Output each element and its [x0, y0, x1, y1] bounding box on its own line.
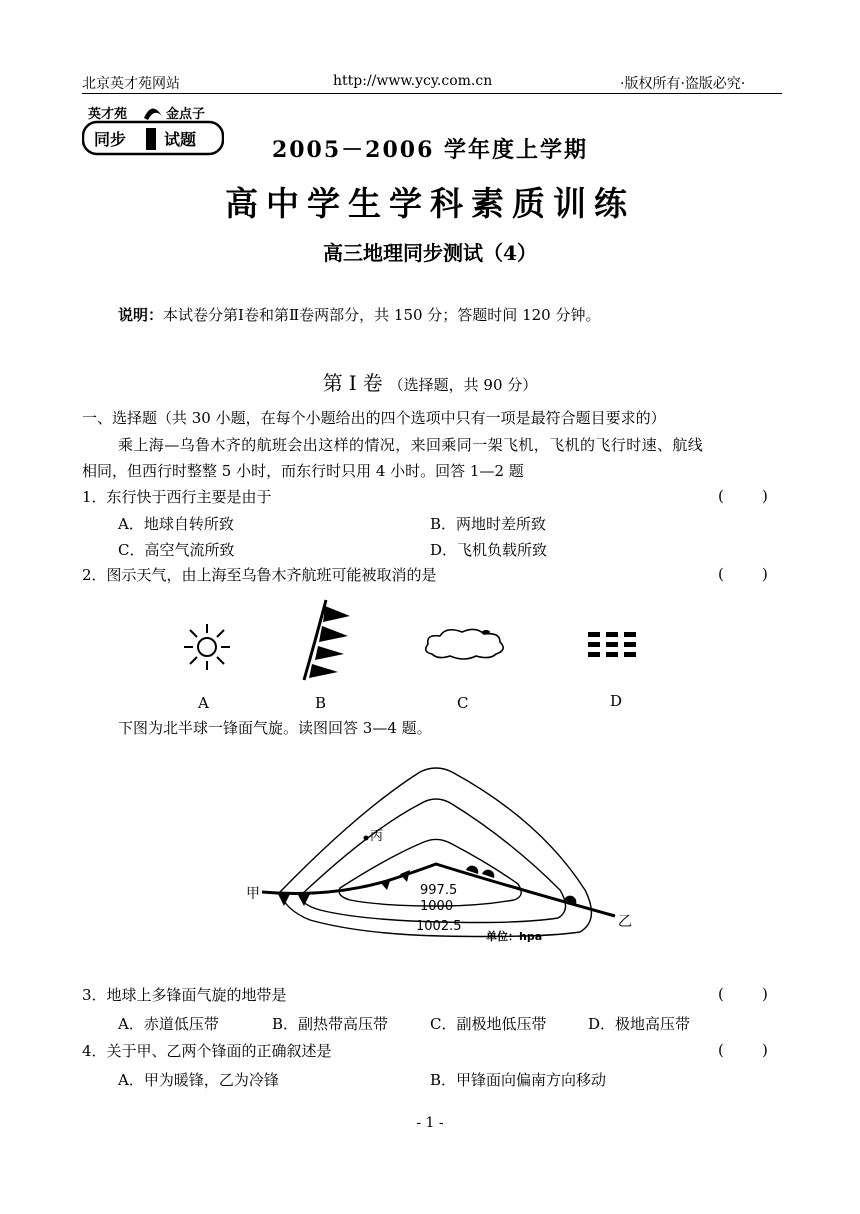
question-4-stem: 4．关于甲、乙两个锋面的正确叙述是	[82, 1042, 332, 1060]
question-3-option-b[interactable]: B．副热带高压带	[272, 1015, 389, 1033]
map-isobar-1000: 1000	[420, 899, 454, 914]
frontal-cyclone-map	[240, 760, 640, 950]
header-site-name: 北京英才苑网站	[82, 76, 180, 92]
map-isobar-1002: 1002.5	[416, 919, 462, 934]
question-2-answer-bracket[interactable]: ( )	[718, 565, 768, 583]
exam-note-text: 本试卷分第Ⅰ卷和第Ⅱ卷两部分，共 150 分；答题时间 120 分钟。	[163, 306, 601, 324]
header-url[interactable]: http://www.ycy.com.cn	[333, 73, 493, 89]
question-2-option-c[interactable]: C	[457, 694, 469, 712]
part1-heading: 一、选择题（共 30 小题，在每个小题给出的四个选项中只有一项是最符合题目要求的）	[82, 409, 666, 427]
question-2-option-a[interactable]: A	[198, 694, 209, 712]
logo-text-bottom-left: 同步	[94, 130, 127, 149]
title-year: 2005－2006 学年度上学期	[271, 137, 589, 163]
question-4-option-a[interactable]: A．甲为暖锋，乙为冷锋	[118, 1071, 279, 1089]
map-label-east: 乙	[618, 914, 632, 930]
question-4-answer-bracket[interactable]: ( )	[718, 1041, 768, 1059]
exam-note-label: 说明：	[118, 306, 164, 324]
title-main: 高中学生学科素质训练	[225, 184, 635, 223]
question-4-option-b[interactable]: B．甲锋面向偏南方向移动	[430, 1071, 607, 1089]
logo-text-bottom-right: 试题	[164, 130, 197, 149]
cold-front-icon	[298, 598, 358, 684]
map-label-point: 丙	[370, 829, 384, 844]
title-sub: 高三地理同步测试（4）	[323, 241, 537, 265]
question-1-stem: 1．东行快于西行主要是由于	[82, 488, 272, 506]
section-subtitle: （选择题，共 90 分）	[388, 376, 538, 394]
question-1-option-a[interactable]: A．地球自转所致	[118, 515, 234, 533]
question-1-option-b[interactable]: B．两地时差所致	[430, 515, 547, 533]
exam-note	[118, 304, 600, 325]
part1-intro-line2: 相同，但西行时整整 5 小时，而东行时只用 4 小时。回答 1—2 题	[82, 462, 524, 480]
fog-icon	[586, 630, 640, 660]
question-2-option-d[interactable]: D	[610, 692, 623, 710]
logo-text-top-left: 英才苑	[88, 107, 128, 122]
section-title: 第Ⅰ卷	[322, 371, 389, 395]
question-3-option-d[interactable]: D．极地高压带	[588, 1015, 691, 1033]
question-1-option-d[interactable]: D．飞机负载所致	[430, 541, 548, 559]
logo-text-top-right: 金点子	[166, 107, 206, 122]
map-label-west: 甲	[246, 886, 260, 902]
sun-icon	[180, 620, 234, 674]
question-2-stem: 2．图示天气，由上海至乌鲁木齐航班可能被取消的是	[82, 566, 437, 584]
figure-intro: 下图为北半球一锋面气旋。读图回答 3—4 题。	[118, 719, 432, 737]
question-3-stem: 3．地球上多锋面气旋的地带是	[82, 986, 287, 1004]
map-unit-label: 单位：hpa	[486, 930, 543, 943]
map-isobar-997: 997.5	[420, 883, 458, 898]
page-number: - 1 -	[416, 1115, 444, 1131]
question-1-option-c[interactable]: C．高空气流所致	[118, 541, 235, 559]
cloud-icon	[420, 624, 510, 664]
header-divider	[82, 93, 782, 94]
question-3-option-c[interactable]: C．副极地低压带	[430, 1015, 547, 1033]
question-3-answer-bracket[interactable]: ( )	[718, 985, 768, 1003]
section-heading	[0, 367, 860, 396]
part1-intro-line1: 乘上海—乌鲁木齐的航班会出这样的情况，来回乘同一架飞机，飞机的飞行时速、航线	[118, 436, 704, 454]
question-1-answer-bracket[interactable]: ( )	[718, 487, 768, 505]
question-2-option-b[interactable]: B	[315, 694, 327, 712]
header-copyright: ·版权所有·盗版必究·	[620, 76, 746, 92]
question-3-option-a[interactable]: A．赤道低压带	[118, 1015, 219, 1033]
